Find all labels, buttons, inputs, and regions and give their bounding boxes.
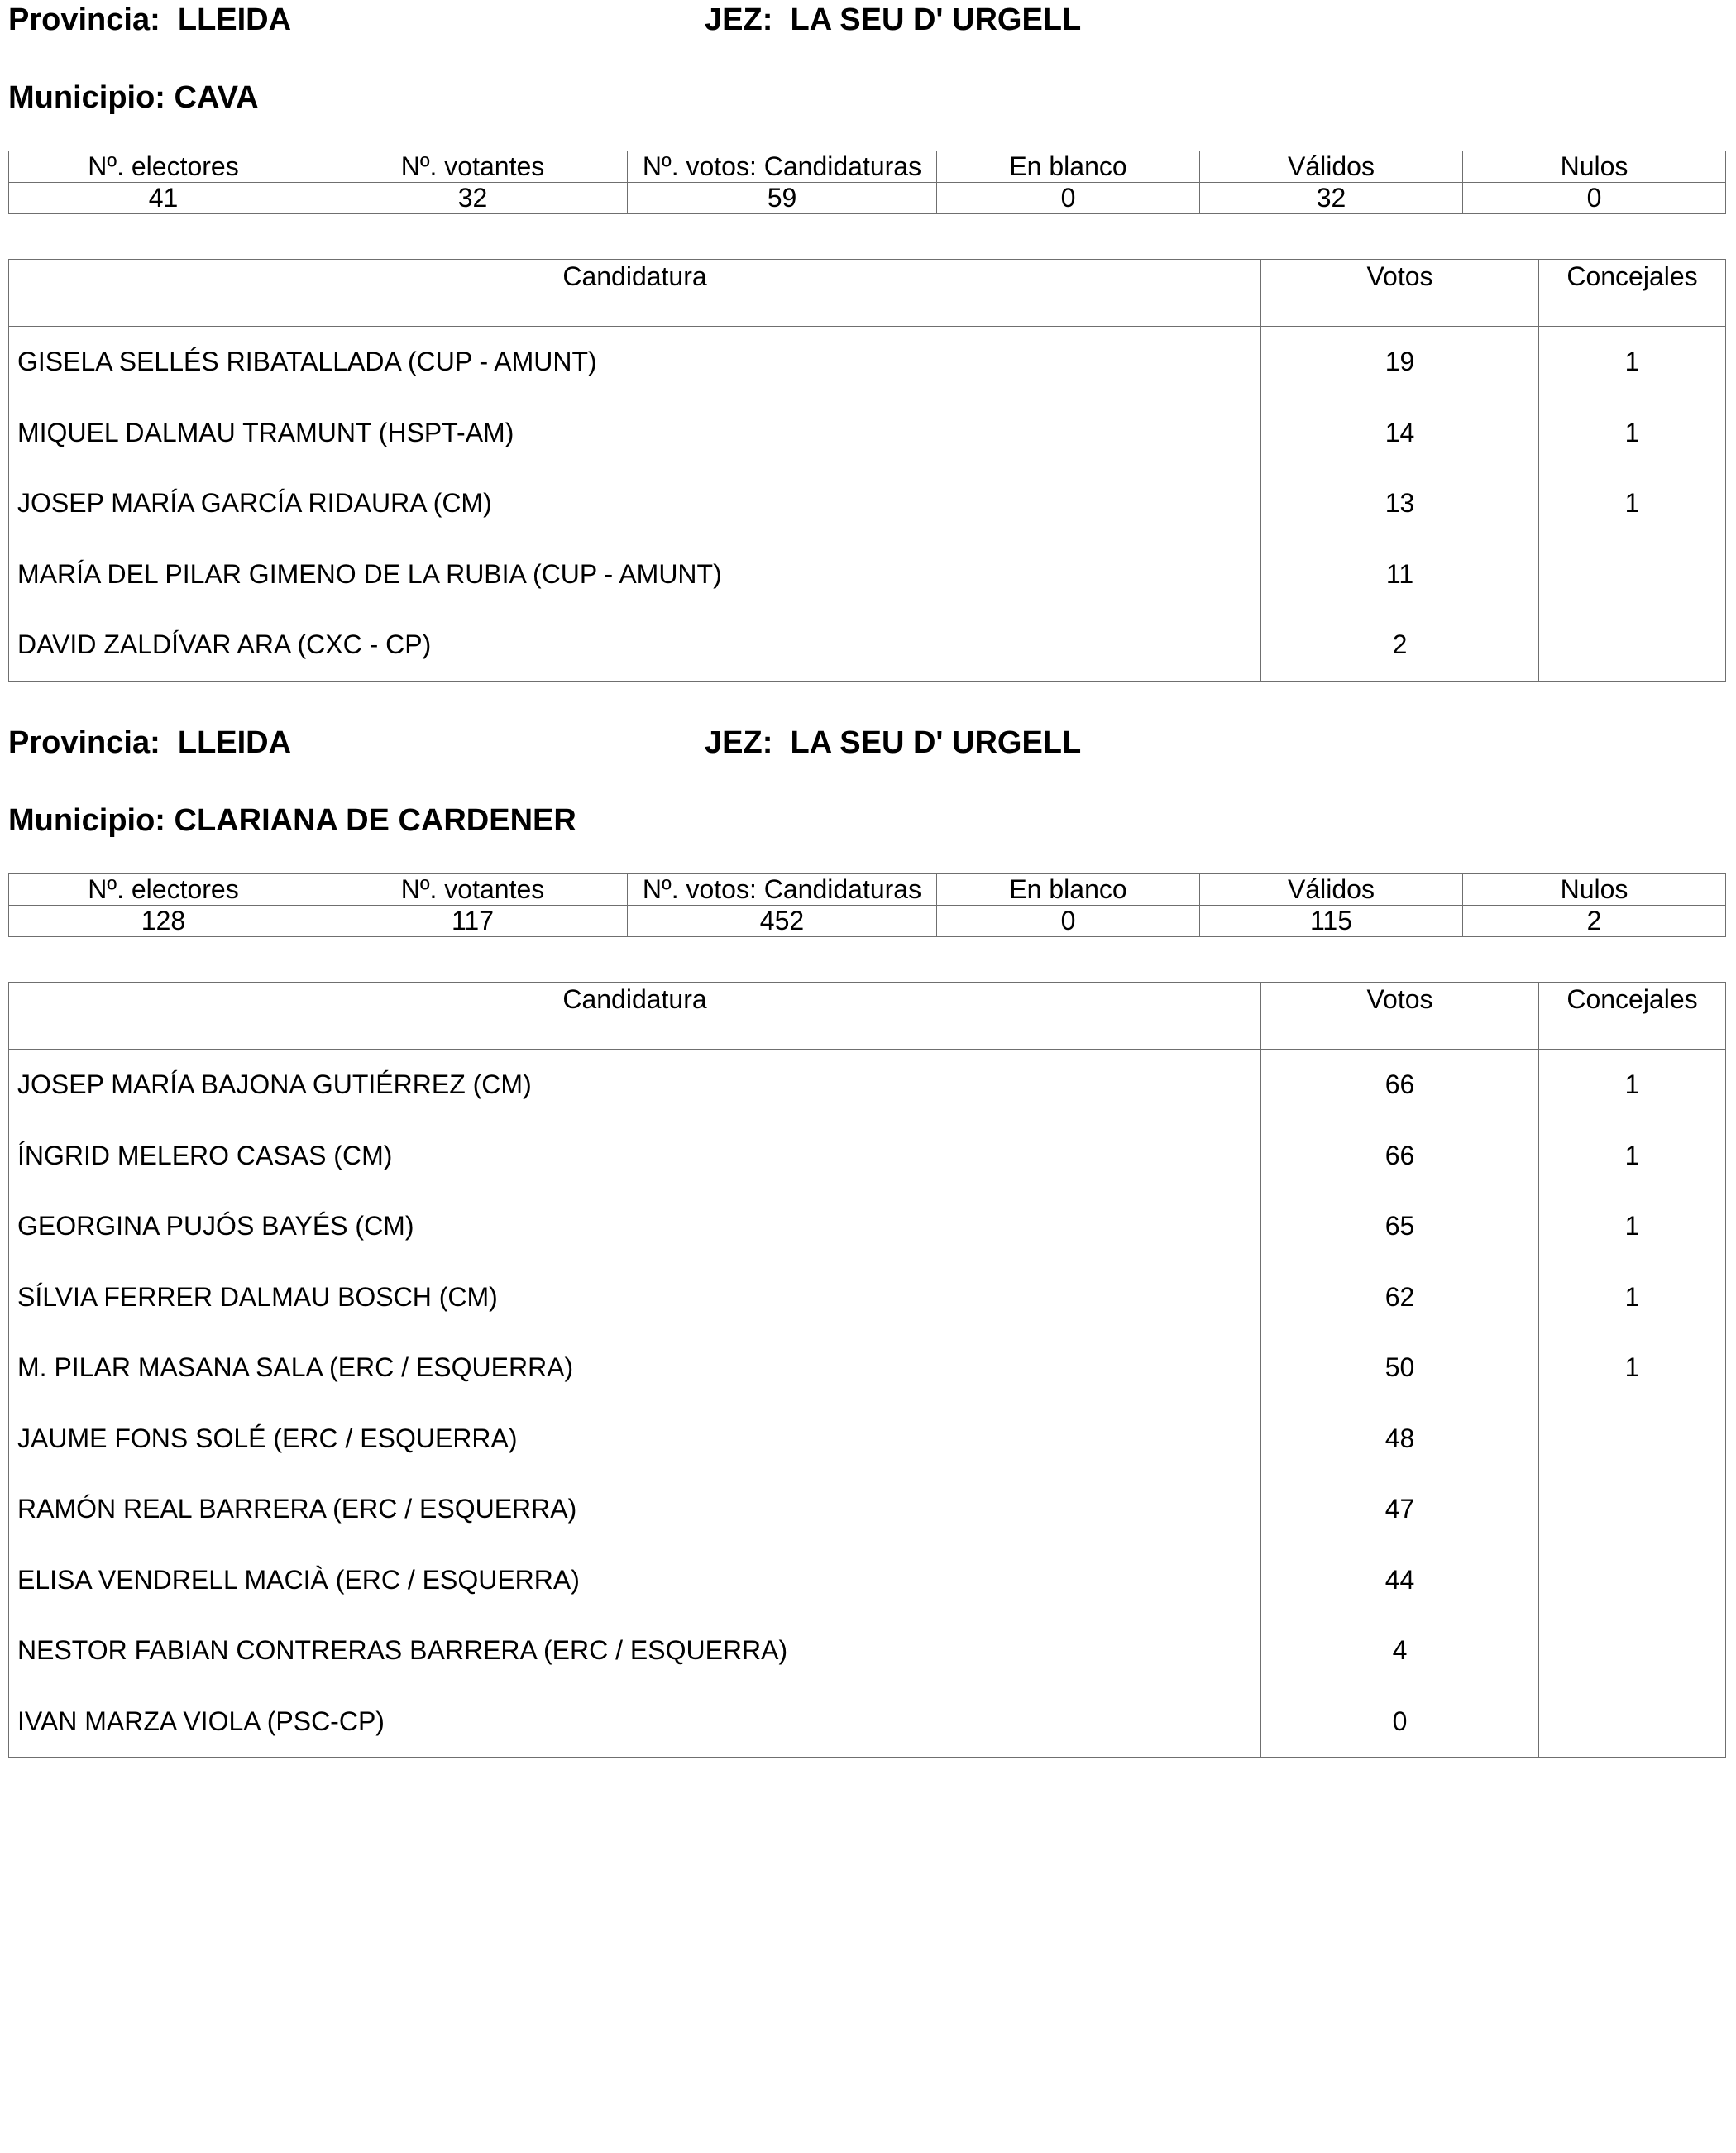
- table-row: [9, 327, 1726, 398]
- candidates-header-row: [9, 983, 1726, 1050]
- candidate-votos: 65: [1261, 1191, 1539, 1262]
- stats-header-electores: Nº. electores: [9, 151, 318, 183]
- candidate-concejales: [1539, 610, 1726, 681]
- candidate-votos: 62: [1261, 1262, 1539, 1333]
- table-row: [9, 1191, 1726, 1262]
- table-row: [9, 468, 1726, 539]
- candidate-name: ELISA VENDRELL MACIÀ (ERC / ESQUERRA): [17, 1564, 580, 1595]
- candidate-name: NESTOR FABIAN CONTRERAS BARRERA (ERC / ESQUERRA): [17, 1635, 788, 1666]
- stats-header-votantes: Nº. votantes: [318, 874, 628, 906]
- provincia-value: LLEIDA: [177, 725, 292, 760]
- candidate-votos: 4: [1261, 1615, 1539, 1687]
- jez-heading: [705, 725, 1081, 761]
- candidates-table: [8, 259, 1726, 682]
- stats-header-nulos: Nulos: [1463, 151, 1726, 183]
- candidate-name: M. PILAR MASANA SALA (ERC / ESQUERRA): [17, 1352, 574, 1383]
- provincia-value: LLEIDA: [177, 2, 292, 37]
- candidate-name: DAVID ZALDÍVAR ARA (CXC - CP): [17, 629, 432, 660]
- provincia-label: Provincia:: [8, 725, 160, 760]
- candidate-name: GISELA SELLÉS RIBATALLADA (CUP - AMUNT): [17, 347, 597, 377]
- municipio-label: Municipio:: [8, 80, 165, 115]
- stats-value-row: [9, 906, 1726, 937]
- candidate-votos: 2: [1261, 610, 1539, 681]
- municipio-value: CLARIANA DE CARDENER: [174, 803, 576, 838]
- candidate-name: ÍNGRID MELERO CASAS (CM): [17, 1140, 393, 1170]
- provincia-heading: [8, 2, 291, 38]
- candidate-votos: 13: [1261, 468, 1539, 539]
- jez-label: JEZ:: [705, 2, 773, 37]
- header-concejales: Concejales: [1539, 983, 1726, 1050]
- candidate-concejales: 1: [1539, 1262, 1726, 1333]
- candidate-concejales: [1539, 1545, 1726, 1616]
- table-row: [9, 539, 1726, 610]
- stats-header-validos: Válidos: [1200, 874, 1463, 906]
- stats-value-row: [9, 183, 1726, 214]
- stats-header-votantes: Nº. votantes: [318, 151, 628, 183]
- stats-value-electores: 128: [9, 906, 318, 937]
- candidate-votos: 47: [1261, 1474, 1539, 1545]
- candidate-concejales: 1: [1539, 398, 1726, 469]
- candidate-name: SÍLVIA FERRER DALMAU BOSCH (CM): [17, 1281, 498, 1312]
- candidate-concejales: [1539, 1404, 1726, 1475]
- candidate-name: MIQUEL DALMAU TRAMUNT (HSPT-AM): [17, 417, 514, 447]
- table-row: [9, 1474, 1726, 1545]
- stats-header-en-blanco: En blanco: [937, 151, 1200, 183]
- stats-value-validos: 32: [1200, 183, 1463, 214]
- stats-value-en-blanco: 0: [937, 906, 1200, 937]
- stats-value-votantes: 117: [318, 906, 628, 937]
- candidate-votos: 66: [1261, 1121, 1539, 1192]
- stats-header-votos-candidaturas: Nº. votos: Candidaturas: [628, 874, 937, 906]
- candidate-votos: 0: [1261, 1687, 1539, 1758]
- stats-value-en-blanco: 0: [937, 183, 1200, 214]
- stats-header-validos: Válidos: [1200, 151, 1463, 183]
- candidate-votos: 48: [1261, 1404, 1539, 1475]
- candidate-name: JAUME FONS SOLÉ (ERC / ESQUERRA): [17, 1423, 518, 1453]
- provincia-heading: [8, 725, 291, 761]
- municipio-label: Municipio:: [8, 803, 165, 838]
- candidate-name: JOSEP MARÍA BAJONA GUTIÉRREZ (CM): [17, 1069, 532, 1100]
- table-row: [9, 1545, 1726, 1616]
- candidate-votos: 19: [1261, 327, 1539, 398]
- municipio-heading: [8, 802, 576, 839]
- candidate-name: MARÍA DEL PILAR GIMENO DE LA RUBIA (CUP - AMUNT): [17, 558, 722, 589]
- stats-value-nulos: 2: [1463, 906, 1726, 937]
- stats-table: [8, 873, 1726, 937]
- stats-table: [8, 151, 1726, 214]
- stats-value-electores: 41: [9, 183, 318, 214]
- header-candidatura: Candidatura: [9, 260, 1261, 327]
- jez-value: LA SEU D' URGELL: [790, 2, 1082, 37]
- stats-value-votos-candidaturas: 452: [628, 906, 937, 937]
- header-votos: Votos: [1261, 983, 1539, 1050]
- stats-header-votos-candidaturas: Nº. votos: Candidaturas: [628, 151, 937, 183]
- header-concejales: Concejales: [1539, 260, 1726, 327]
- stats-header-nulos: Nulos: [1463, 874, 1726, 906]
- header-candidatura: Candidatura: [9, 983, 1261, 1050]
- candidate-concejales: 1: [1539, 1050, 1726, 1121]
- table-row: [9, 398, 1726, 469]
- jez-heading: [705, 2, 1081, 38]
- candidate-votos: 66: [1261, 1050, 1539, 1121]
- candidate-name: IVAN MARZA VIOLA (PSC-CP): [17, 1706, 385, 1736]
- stats-value-votos-candidaturas: 59: [628, 183, 937, 214]
- table-row: [9, 1332, 1726, 1404]
- candidate-concejales: [1539, 1615, 1726, 1687]
- candidate-concejales: 1: [1539, 1121, 1726, 1192]
- candidate-name: JOSEP MARÍA GARCÍA RIDAURA (CM): [17, 488, 492, 519]
- candidate-votos: 14: [1261, 398, 1539, 469]
- candidate-concejales: 1: [1539, 327, 1726, 398]
- candidate-concejales: 1: [1539, 1191, 1726, 1262]
- table-row: [9, 1262, 1726, 1333]
- table-row: [9, 610, 1726, 681]
- candidate-name: GEORGINA PUJÓS BAYÉS (CM): [17, 1211, 414, 1242]
- table-row: [9, 1615, 1726, 1687]
- municipio-value: CAVA: [174, 80, 259, 115]
- stats-header-row: [9, 874, 1726, 906]
- candidate-votos: 50: [1261, 1332, 1539, 1404]
- table-row: [9, 1404, 1726, 1475]
- table-row: [9, 1121, 1726, 1192]
- candidates-header-row: [9, 260, 1726, 327]
- stats-header-row: [9, 151, 1726, 183]
- candidate-name: RAMÓN REAL BARRERA (ERC / ESQUERRA): [17, 1494, 577, 1524]
- table-row: [9, 1050, 1726, 1121]
- municipio-section-cava: [8, 0, 1725, 687]
- provincia-label: Provincia:: [8, 2, 160, 37]
- stats-value-nulos: 0: [1463, 183, 1726, 214]
- jez-label: JEZ:: [705, 725, 773, 760]
- header-votos: Votos: [1261, 260, 1539, 327]
- candidate-concejales: [1539, 539, 1726, 610]
- stats-value-votantes: 32: [318, 183, 628, 214]
- candidates-table: [8, 982, 1726, 1758]
- stats-header-en-blanco: En blanco: [937, 874, 1200, 906]
- stats-value-validos: 115: [1200, 906, 1463, 937]
- candidate-concejales: 1: [1539, 468, 1726, 539]
- jez-value: LA SEU D' URGELL: [790, 725, 1082, 760]
- municipio-heading: [8, 79, 259, 116]
- candidate-concejales: [1539, 1474, 1726, 1545]
- stats-header-electores: Nº. electores: [9, 874, 318, 906]
- candidate-votos: 11: [1261, 539, 1539, 610]
- municipio-section-clariana: [8, 723, 1725, 1757]
- table-row: [9, 1687, 1726, 1758]
- candidate-concejales: 1: [1539, 1332, 1726, 1404]
- candidate-concejales: [1539, 1687, 1726, 1758]
- candidate-votos: 44: [1261, 1545, 1539, 1616]
